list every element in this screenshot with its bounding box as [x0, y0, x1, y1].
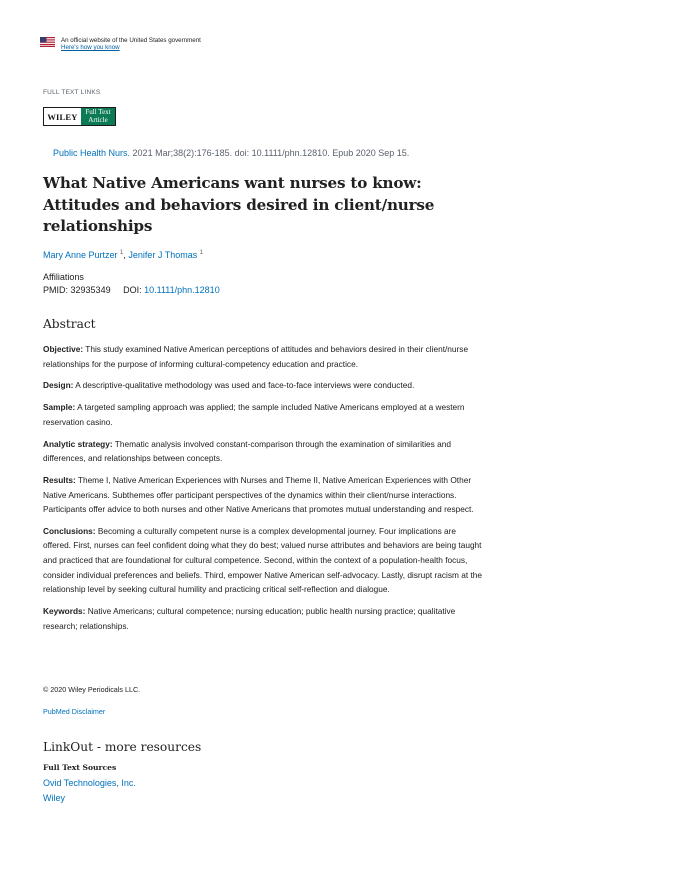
doi-link[interactable]: 10.1111/phn.12810 [144, 285, 220, 295]
source-link-wiley[interactable]: Wiley [43, 793, 65, 803]
section-label: Results: [43, 474, 76, 485]
us-flag-icon [40, 37, 55, 47]
author-link[interactable]: Mary Anne Purtzer [43, 250, 118, 260]
affiliations-toggle[interactable]: Affiliations [43, 272, 84, 282]
abstract-section-sample [43, 400, 483, 429]
wiley-full-text-button[interactable] [43, 107, 116, 126]
article-identifiers [43, 285, 220, 295]
badge-line-1: Full Text [85, 108, 111, 116]
full-text-article-badge [81, 108, 115, 125]
pmid-value: 32935349 [70, 285, 111, 295]
section-label: Design: [43, 380, 74, 391]
abstract-heading: Abstract [43, 317, 96, 331]
badge-line-2: Article [88, 115, 108, 124]
journal-link[interactable]: Public Health Nurs. [53, 148, 131, 158]
affiliation-superscript[interactable]: 1 [199, 250, 204, 256]
section-text: Becoming a culturally competent nurse is a complex developmental journey. Four implications are offered. First, nurses can feel confident doing what they do best; valued nurse attributes and behaviors are being taught and practiced that are foundational for cultural competence. Second, within the context of a population-health focus, consider individual preferences and beliefs. Third, empower Native American self-advocacy. Lastly, disrupt racism at the relationship level by seeking cultural humility and practicing critical self-reflection and dialogue. [43, 525, 483, 595]
keywords-label: Keywords: [43, 606, 86, 617]
affiliation-superscript[interactable]: 1 [120, 250, 124, 256]
copyright-notice: © 2020 Wiley Periodicals LLC. [43, 685, 141, 694]
abstract-keywords [43, 604, 483, 633]
abstract-body [43, 342, 483, 640]
doi-label: DOI: [123, 285, 142, 295]
section-label: Sample: [43, 402, 76, 413]
abstract-section-conclusions [43, 524, 483, 597]
section-text: Thematic analysis involved constant-comparison through the examination of similarities and differences, and relationships between concepts. [43, 438, 451, 464]
section-text: A targeted sampling approach was applied; the sample included Native Americans employed at a western reservation casino. [43, 402, 465, 427]
wiley-logo: WILEY [47, 111, 78, 122]
source-link-ovid[interactable]: Ovid Technologies, Inc. [43, 778, 136, 788]
section-text: Theme I, Native American Experiences with Nurses and Theme II, Native American Experiences with Other Native Americans. Subthemes offer participant perspectives of the dynamics within their client/nurse interactions. Participants offer advice to both nurses and other Native Americans that promotes mutual understanding and respect. [43, 474, 474, 515]
keywords-text: Native Americans; cultural competence; nursing education; public health nursing practice; qualitative research; relationships. [43, 606, 456, 631]
full-text-sources-list [43, 776, 136, 806]
article-title: What Native Americans want nurses to know: Attitudes and behaviors desired in client/nurse relationships [43, 174, 435, 235]
citation-details: 2021 Mar;38(2):176-185. doi: 10.1111/phn.12810. Epub 2020 Sep 15. [130, 148, 410, 158]
gov-banner-text-block [61, 37, 201, 51]
abstract-section-objective [43, 342, 483, 371]
author-separator: , [123, 250, 129, 260]
citation [53, 148, 409, 158]
full-text-links-label: FULL TEXT LINKS [43, 89, 101, 96]
author-link[interactable]: Jenifer J Thomas [128, 250, 198, 260]
abstract-section-analytic-strategy [43, 437, 483, 466]
section-label: Analytic strategy: [43, 438, 113, 449]
section-text: A descriptive-qualitative methodology was used and face-to-face interviews were conducted. [73, 380, 415, 391]
full-text-sources-label: Full Text Sources [43, 763, 117, 772]
heres-how-you-know-link[interactable]: Here's how you know [61, 44, 120, 51]
pubmed-disclaimer-link[interactable]: PubMed Disclaimer [43, 707, 106, 716]
abstract-section-design [43, 378, 483, 393]
section-label: Objective: [43, 344, 84, 354]
section-label: Conclusions: [43, 525, 96, 536]
linkout-heading: LinkOut - more resources [43, 740, 202, 754]
gov-banner [40, 37, 201, 51]
section-text: This study examined Native American perceptions of attitudes and behaviors desired in their client/nurse relationships for the purpose of informing cultural-competency education and practice. [43, 344, 469, 369]
gov-banner-text: An official website of the United States government [61, 37, 201, 44]
authors-list [43, 250, 203, 260]
pmid-label: PMID: [43, 285, 69, 295]
abstract-section-results [43, 473, 483, 517]
